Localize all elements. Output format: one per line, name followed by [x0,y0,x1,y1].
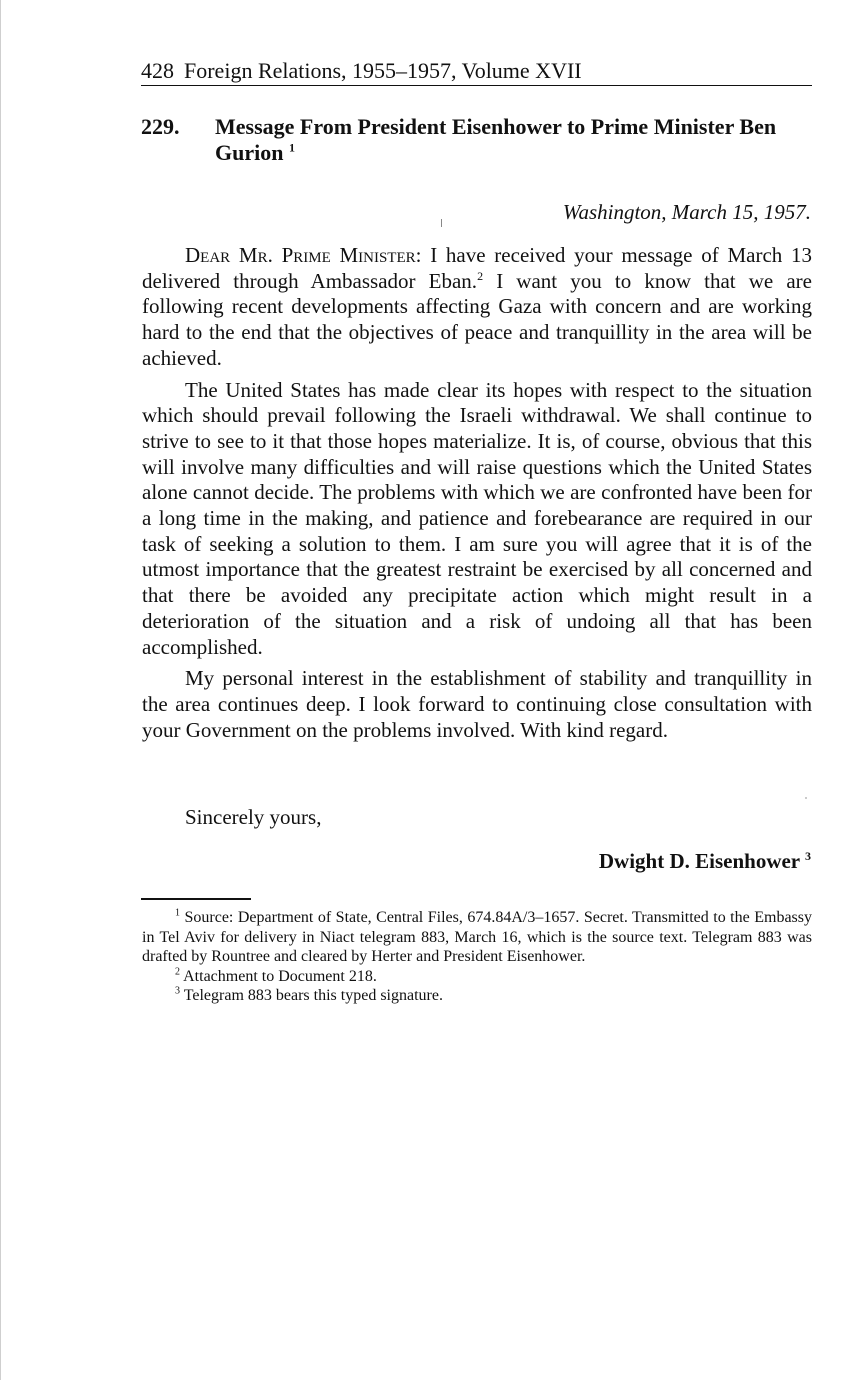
footnote-1-text: Source: Department of State, Central Files, 674.84A/3–1657. Secret. Transmitted to the Embassy in Tel Aviv for delivery in Niact telegram 883, March 16, which is the source text. Telegram 883 was drafted by Rountree and cleared by Herter and President Eisenhower. [142,909,812,966]
footnote-ref-3[interactable]: 3 [805,849,811,863]
page-number: 428 [141,58,174,83]
footnote-3-text: Telegram 883 bears this typed signature. [180,987,443,1005]
footnote-2 [142,967,812,987]
closing: Sincerely yours, [185,805,322,829]
footnote-ref-1[interactable]: 1 [288,140,295,155]
footnote-1 [142,908,812,967]
letter-body [142,243,812,749]
document-heading [141,114,821,166]
paragraph-1-text-a: I have received your message of March 13 delivered through Ambassador Eban. [142,243,812,293]
salutation-dear: Dear Mr. [185,243,282,267]
volume-title: Foreign Relations, 1955–1957, Volume XVII [184,58,582,83]
signature [599,848,811,874]
footnote-divider [141,898,251,900]
footnote-1-marker: 1 [175,907,180,919]
paragraph-3: My personal interest in the establishment of stability and tranquillity in the area continues deep. I look forward to continuing close consultation with your Government on the problems involved. With kind regard. [142,666,812,742]
footnote-2-marker: 2 [175,966,180,978]
document-number: 229. [141,114,180,139]
scan-mark [441,219,442,227]
paragraph-1-text-b: I want you to know that we are following recent developments affecting Gaza with concern and are working hard to the end that the objectives of peace and tranquillity in the area will be achieved. [142,268,812,370]
footnote-3-marker: 3 [175,986,180,998]
footnote-3 [142,986,812,1006]
running-head [141,58,812,86]
signature-name: Dwight D. Eisenhower [598,849,800,873]
document-title-text: Message From President Eisenhower to Prime Minister Ben Gurion [215,114,777,165]
salutation-title: Prime Minister [281,243,416,267]
footnote-ref-2[interactable]: 2 [477,268,484,283]
salutation-colon: : [415,243,422,267]
paragraph-1 [142,243,812,372]
paragraph-2: The United States has made clear its hopes with respect to the situation which should prevail following the Israeli withdrawal. We shall continue to strive to see to it that those hopes materialize. It is, of course, obvious that this will involve many difficulties and will raise questions which the United States alone cannot decide. The problems with which we are confronted have been for a long time in the making, and patience and forebearance are required in our task of seeking a solution to them. I am sure you will agree that it is of the utmost importance that the greatest restraint be exercised by all concerned and that there be avoided any precipitate action which might result in a deterioration of the situation and a risk of undoing all that has been accomplished. [142,377,812,659]
page-edge [0,0,1,1380]
document-title [215,114,821,166]
footnote-2-text: Attachment to Document 218. [180,967,377,985]
footnotes [142,908,812,1006]
scan-dot [805,797,807,799]
dateline: Washington, March 15, 1957. [562,200,811,224]
